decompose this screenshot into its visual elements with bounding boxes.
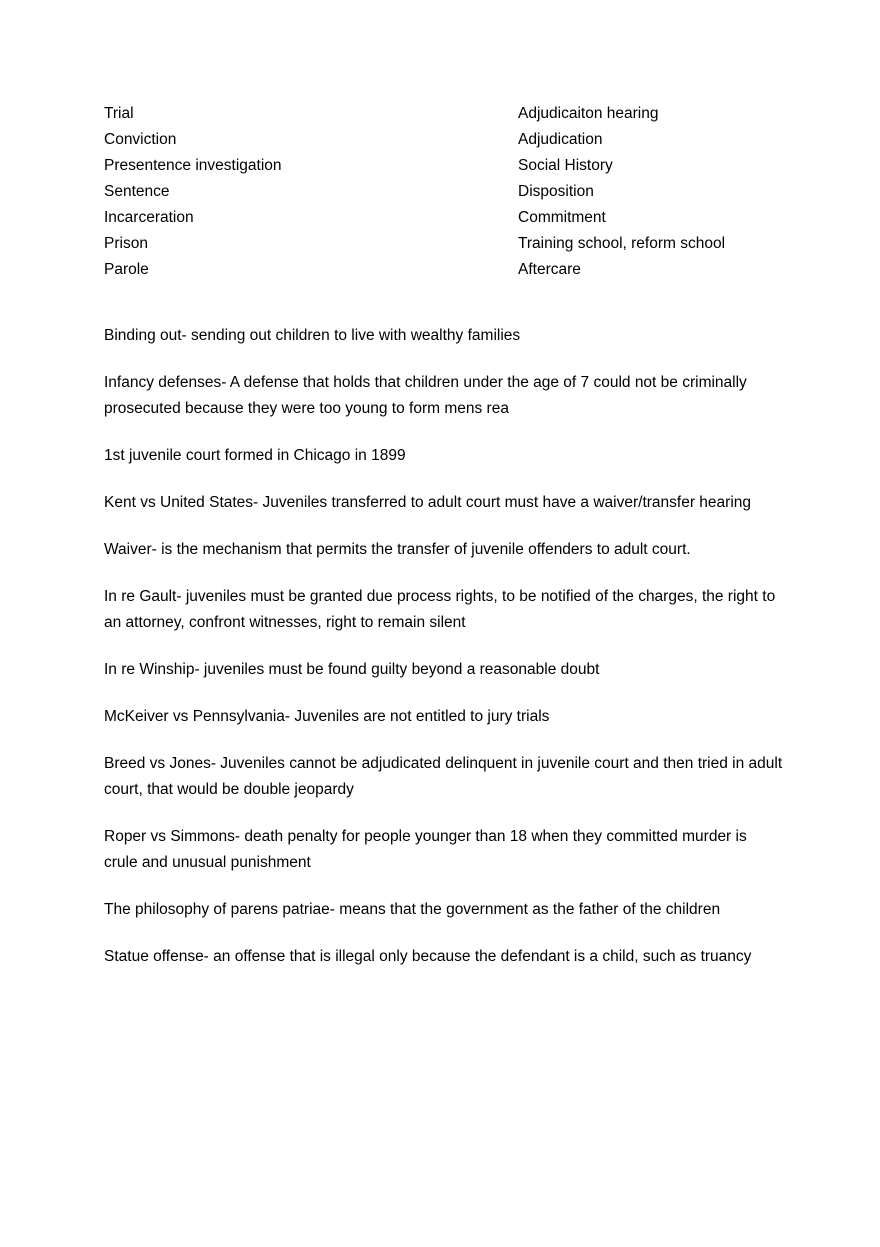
term-row	[104, 257, 784, 283]
juvenile-term: Disposition	[518, 183, 594, 200]
juvenile-term: Training school, reform school	[518, 235, 726, 252]
definition-kent-vs-united-states: Kent vs United States- Juveniles transferred to adult court must have a waiver/transfer hearing	[104, 494, 752, 511]
adult-term: Conviction	[104, 131, 177, 148]
adult-term: Prison	[104, 235, 148, 252]
term-row	[104, 127, 784, 153]
juvenile-term: Adjudicaiton hearing	[518, 105, 659, 122]
definition-parens-patriae: The philosophy of parens patriae- means that the government as the father of the children	[104, 901, 721, 918]
term-row	[104, 101, 784, 127]
adult-term: Presentence investigation	[104, 157, 282, 174]
definition-in-re-winship: In re Winship- juveniles must be found guilty beyond a reasonable doubt	[104, 661, 600, 678]
definition-roper-vs-simmons: Roper vs Simmons- death penalty for people younger than 18 when they committed murder is crule and unusual punishment	[104, 828, 747, 871]
definition-mckeiver-vs-pennsylvania: McKeiver vs Pennsylvania- Juveniles are not entitled to jury trials	[104, 708, 550, 725]
definition-infancy-defenses: Infancy defenses- A defense that holds that children under the age of 7 could not be criminally prosecuted because they were too young to form mens rea	[104, 374, 747, 417]
definition-binding-out: Binding out- sending out children to live with wealthy families	[104, 327, 521, 344]
definition-status-offense: Statue offense- an offense that is illegal only because the defendant is a child, such as truancy	[104, 948, 752, 965]
adult-term: Incarceration	[104, 209, 194, 226]
juvenile-term: Social History	[518, 157, 613, 174]
definitions-list	[104, 323, 784, 991]
definition-waiver: Waiver- is the mechanism that permits the transfer of juvenile offenders to adult court.	[104, 541, 691, 558]
definition-breed-vs-jones: Breed vs Jones- Juveniles cannot be adjudicated delinquent in juvenile court and then tried in adult court, that would be double jeopardy	[104, 755, 783, 798]
term-row	[104, 153, 784, 179]
juvenile-term: Adjudication	[518, 131, 603, 148]
term-row	[104, 231, 784, 257]
adult-term: Sentence	[104, 183, 170, 200]
juvenile-term: Aftercare	[518, 261, 581, 278]
juvenile-term: Commitment	[518, 209, 606, 226]
adult-term: Parole	[104, 261, 149, 278]
term-row	[104, 205, 784, 231]
definition-first-juvenile-court: 1st juvenile court formed in Chicago in 1899	[104, 447, 406, 464]
terminology-table	[104, 101, 784, 283]
adult-term: Trial	[104, 105, 134, 122]
term-row	[104, 179, 784, 205]
definition-in-re-gault: In re Gault- juveniles must be granted due process rights, to be notified of the charges, the right to an attorney, confront witnesses, right to remain silent	[104, 588, 776, 631]
